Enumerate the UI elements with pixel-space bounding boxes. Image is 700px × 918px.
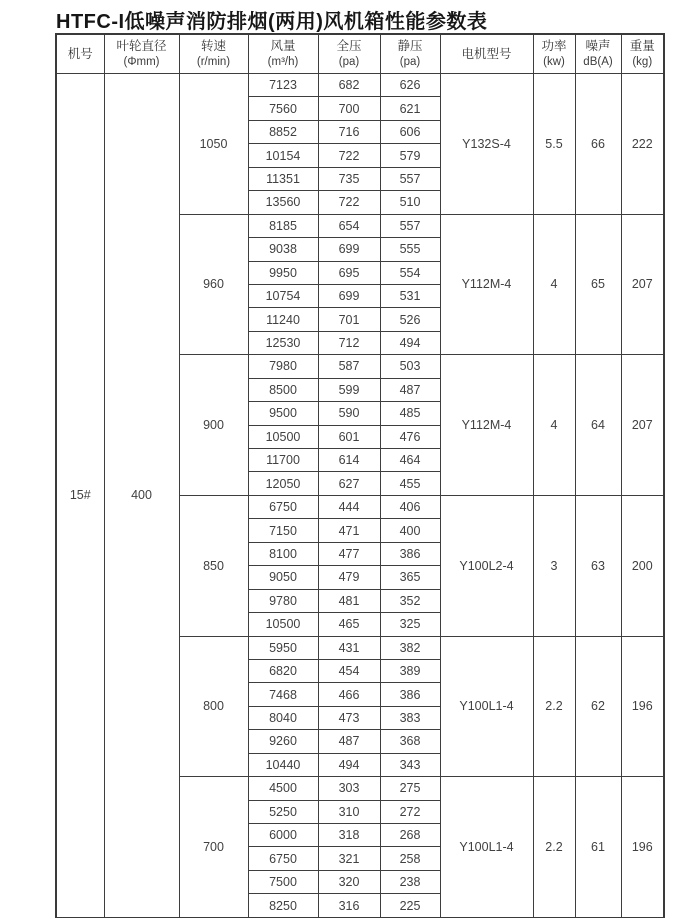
cell-airflow: 12530 bbox=[248, 331, 318, 354]
cell-noise: 63 bbox=[575, 495, 621, 636]
cell-weight: 196 bbox=[621, 777, 664, 918]
cell-speed: 1050 bbox=[179, 74, 248, 215]
cell-airflow: 11700 bbox=[248, 449, 318, 472]
cell-airflow: 10500 bbox=[248, 425, 318, 448]
cell-total-pressure: 477 bbox=[318, 542, 380, 565]
col-header-unit: (pa) bbox=[338, 55, 360, 68]
cell-total-pressure: 699 bbox=[318, 284, 380, 307]
col-header-label: 电机型号 bbox=[461, 46, 512, 61]
cell-total-pressure: 481 bbox=[318, 589, 380, 612]
cell-weight: 196 bbox=[621, 636, 664, 777]
cell-total-pressure: 321 bbox=[318, 847, 380, 870]
cell-weight: 222 bbox=[621, 74, 664, 215]
cell-total-pressure: 627 bbox=[318, 472, 380, 495]
cell-static-pressure: 386 bbox=[380, 542, 440, 565]
cell-static-pressure: 406 bbox=[380, 495, 440, 518]
cell-static-pressure: 382 bbox=[380, 636, 440, 659]
cell-airflow: 8185 bbox=[248, 214, 318, 237]
cell-airflow: 10500 bbox=[248, 613, 318, 636]
cell-airflow: 8500 bbox=[248, 378, 318, 401]
cell-static-pressure: 557 bbox=[380, 214, 440, 237]
cell-total-pressure: 599 bbox=[318, 378, 380, 401]
col-header-weight bbox=[621, 34, 664, 74]
cell-speed: 900 bbox=[179, 355, 248, 496]
cell-total-pressure: 431 bbox=[318, 636, 380, 659]
cell-static-pressure: 343 bbox=[380, 753, 440, 776]
cell-motor-model: Y112M-4 bbox=[440, 355, 533, 496]
cell-power: 2.2 bbox=[533, 636, 575, 777]
cell-airflow: 6000 bbox=[248, 824, 318, 847]
col-header-static-pressure bbox=[380, 34, 440, 74]
cell-static-pressure: 487 bbox=[380, 378, 440, 401]
col-header-label: 噪声 bbox=[585, 39, 611, 54]
cell-total-pressure: 587 bbox=[318, 355, 380, 378]
cell-airflow: 9500 bbox=[248, 402, 318, 425]
cell-static-pressure: 225 bbox=[380, 894, 440, 918]
cell-total-pressure: 601 bbox=[318, 425, 380, 448]
cell-airflow: 6750 bbox=[248, 847, 318, 870]
col-header-unit: (r/min) bbox=[196, 55, 231, 68]
cell-total-pressure: 487 bbox=[318, 730, 380, 753]
cell-static-pressure: 389 bbox=[380, 659, 440, 682]
cell-airflow: 5250 bbox=[248, 800, 318, 823]
cell-static-pressure: 503 bbox=[380, 355, 440, 378]
cell-total-pressure: 695 bbox=[318, 261, 380, 284]
cell-total-pressure: 735 bbox=[318, 167, 380, 190]
cell-airflow: 7560 bbox=[248, 97, 318, 120]
cell-static-pressure: 621 bbox=[380, 97, 440, 120]
cell-total-pressure: 614 bbox=[318, 449, 380, 472]
cell-speed: 800 bbox=[179, 636, 248, 777]
col-header-label: 全压 bbox=[336, 39, 362, 54]
cell-static-pressure: 494 bbox=[380, 331, 440, 354]
cell-total-pressure: 320 bbox=[318, 870, 380, 893]
cell-power: 5.5 bbox=[533, 74, 575, 215]
cell-airflow: 13560 bbox=[248, 191, 318, 214]
cell-static-pressure: 531 bbox=[380, 284, 440, 307]
cell-airflow: 10754 bbox=[248, 284, 318, 307]
cell-motor-model: Y132S-4 bbox=[440, 74, 533, 215]
cell-static-pressure: 464 bbox=[380, 449, 440, 472]
cell-airflow: 5950 bbox=[248, 636, 318, 659]
cell-airflow: 10154 bbox=[248, 144, 318, 167]
cell-impeller-diameter: 400 bbox=[104, 74, 179, 918]
col-header-power bbox=[533, 34, 575, 74]
cell-noise: 66 bbox=[575, 74, 621, 215]
cell-total-pressure: 654 bbox=[318, 214, 380, 237]
col-header-label: 机号 bbox=[67, 46, 93, 61]
col-header-machine-no bbox=[56, 34, 104, 74]
cell-static-pressure: 510 bbox=[380, 191, 440, 214]
cell-airflow: 8852 bbox=[248, 120, 318, 143]
cell-motor-model: Y100L2-4 bbox=[440, 495, 533, 636]
cell-machine-no: 15# bbox=[56, 74, 104, 918]
col-header-unit: dB(A) bbox=[583, 55, 613, 68]
cell-noise: 61 bbox=[575, 777, 621, 918]
cell-static-pressure: 352 bbox=[380, 589, 440, 612]
cell-total-pressure: 316 bbox=[318, 894, 380, 918]
col-header-unit: (m³/h) bbox=[267, 55, 299, 68]
col-header-impeller-diameter bbox=[104, 34, 179, 74]
cell-airflow: 8040 bbox=[248, 706, 318, 729]
cell-power: 2.2 bbox=[533, 777, 575, 918]
cell-noise: 64 bbox=[575, 355, 621, 496]
col-header-label: 叶轮直径 bbox=[116, 39, 167, 54]
cell-total-pressure: 700 bbox=[318, 97, 380, 120]
cell-total-pressure: 479 bbox=[318, 566, 380, 589]
cell-noise: 65 bbox=[575, 214, 621, 355]
cell-total-pressure: 318 bbox=[318, 824, 380, 847]
cell-airflow: 9780 bbox=[248, 589, 318, 612]
cell-static-pressure: 555 bbox=[380, 238, 440, 261]
cell-static-pressure: 275 bbox=[380, 777, 440, 800]
cell-static-pressure: 272 bbox=[380, 800, 440, 823]
col-header-airflow bbox=[248, 34, 318, 74]
cell-static-pressure: 557 bbox=[380, 167, 440, 190]
cell-airflow: 12050 bbox=[248, 472, 318, 495]
cell-static-pressure: 383 bbox=[380, 706, 440, 729]
cell-weight: 200 bbox=[621, 495, 664, 636]
cell-static-pressure: 579 bbox=[380, 144, 440, 167]
cell-airflow: 8100 bbox=[248, 542, 318, 565]
col-header-label: 功率 bbox=[541, 39, 567, 54]
cell-static-pressure: 238 bbox=[380, 870, 440, 893]
cell-static-pressure: 485 bbox=[380, 402, 440, 425]
cell-power: 4 bbox=[533, 355, 575, 496]
cell-static-pressure: 258 bbox=[380, 847, 440, 870]
cell-airflow: 7500 bbox=[248, 870, 318, 893]
cell-noise: 62 bbox=[575, 636, 621, 777]
cell-power: 4 bbox=[533, 214, 575, 355]
cell-total-pressure: 471 bbox=[318, 519, 380, 542]
cell-static-pressure: 400 bbox=[380, 519, 440, 542]
cell-motor-model: Y100L1-4 bbox=[440, 636, 533, 777]
cell-total-pressure: 444 bbox=[318, 495, 380, 518]
cell-total-pressure: 682 bbox=[318, 74, 380, 97]
table-row bbox=[56, 74, 664, 97]
cell-static-pressure: 554 bbox=[380, 261, 440, 284]
cell-motor-model: Y112M-4 bbox=[440, 214, 533, 355]
cell-static-pressure: 606 bbox=[380, 120, 440, 143]
cell-total-pressure: 310 bbox=[318, 800, 380, 823]
cell-total-pressure: 465 bbox=[318, 613, 380, 636]
cell-static-pressure: 455 bbox=[380, 472, 440, 495]
cell-total-pressure: 716 bbox=[318, 120, 380, 143]
col-header-unit: (Φmm) bbox=[123, 55, 160, 68]
cell-airflow: 7123 bbox=[248, 74, 318, 97]
col-header-unit: (pa) bbox=[399, 55, 421, 68]
cell-airflow: 7980 bbox=[248, 355, 318, 378]
cell-speed: 960 bbox=[179, 214, 248, 355]
cell-airflow: 7468 bbox=[248, 683, 318, 706]
cell-airflow: 11240 bbox=[248, 308, 318, 331]
cell-static-pressure: 268 bbox=[380, 824, 440, 847]
cell-static-pressure: 626 bbox=[380, 74, 440, 97]
cell-speed: 850 bbox=[179, 495, 248, 636]
page-title: HTFC-I低噪声消防排烟(两用)风机箱性能参数表 bbox=[56, 11, 488, 33]
cell-motor-model: Y100L1-4 bbox=[440, 777, 533, 918]
cell-static-pressure: 526 bbox=[380, 308, 440, 331]
cell-total-pressure: 722 bbox=[318, 191, 380, 214]
col-header-unit: (kg) bbox=[632, 55, 653, 68]
col-header-speed bbox=[179, 34, 248, 74]
col-header-unit: (kw) bbox=[543, 55, 565, 68]
cell-airflow: 4500 bbox=[248, 777, 318, 800]
col-header-label: 风量 bbox=[270, 39, 296, 54]
cell-total-pressure: 722 bbox=[318, 144, 380, 167]
cell-static-pressure: 476 bbox=[380, 425, 440, 448]
cell-total-pressure: 699 bbox=[318, 238, 380, 261]
col-header-label: 转速 bbox=[200, 39, 226, 54]
cell-total-pressure: 303 bbox=[318, 777, 380, 800]
cell-total-pressure: 466 bbox=[318, 683, 380, 706]
col-header-motor-model bbox=[440, 34, 533, 74]
fan-performance-table bbox=[55, 33, 665, 918]
cell-static-pressure: 365 bbox=[380, 566, 440, 589]
cell-total-pressure: 494 bbox=[318, 753, 380, 776]
cell-total-pressure: 473 bbox=[318, 706, 380, 729]
cell-total-pressure: 454 bbox=[318, 659, 380, 682]
cell-total-pressure: 712 bbox=[318, 331, 380, 354]
cell-airflow: 8250 bbox=[248, 894, 318, 918]
cell-airflow: 7150 bbox=[248, 519, 318, 542]
cell-airflow: 9260 bbox=[248, 730, 318, 753]
cell-airflow: 10440 bbox=[248, 753, 318, 776]
cell-airflow: 11351 bbox=[248, 167, 318, 190]
col-header-noise bbox=[575, 34, 621, 74]
cell-total-pressure: 590 bbox=[318, 402, 380, 425]
cell-power: 3 bbox=[533, 495, 575, 636]
cell-airflow: 6820 bbox=[248, 659, 318, 682]
cell-total-pressure: 701 bbox=[318, 308, 380, 331]
col-header-total-pressure bbox=[318, 34, 380, 74]
cell-airflow: 9950 bbox=[248, 261, 318, 284]
cell-static-pressure: 325 bbox=[380, 613, 440, 636]
cell-speed: 700 bbox=[179, 777, 248, 918]
cell-static-pressure: 386 bbox=[380, 683, 440, 706]
cell-airflow: 9050 bbox=[248, 566, 318, 589]
cell-weight: 207 bbox=[621, 355, 664, 496]
cell-weight: 207 bbox=[621, 214, 664, 355]
cell-airflow: 9038 bbox=[248, 238, 318, 261]
header-row bbox=[56, 34, 664, 74]
cell-static-pressure: 368 bbox=[380, 730, 440, 753]
col-header-label: 重量 bbox=[629, 39, 655, 54]
cell-airflow: 6750 bbox=[248, 495, 318, 518]
col-header-label: 静压 bbox=[397, 39, 423, 54]
